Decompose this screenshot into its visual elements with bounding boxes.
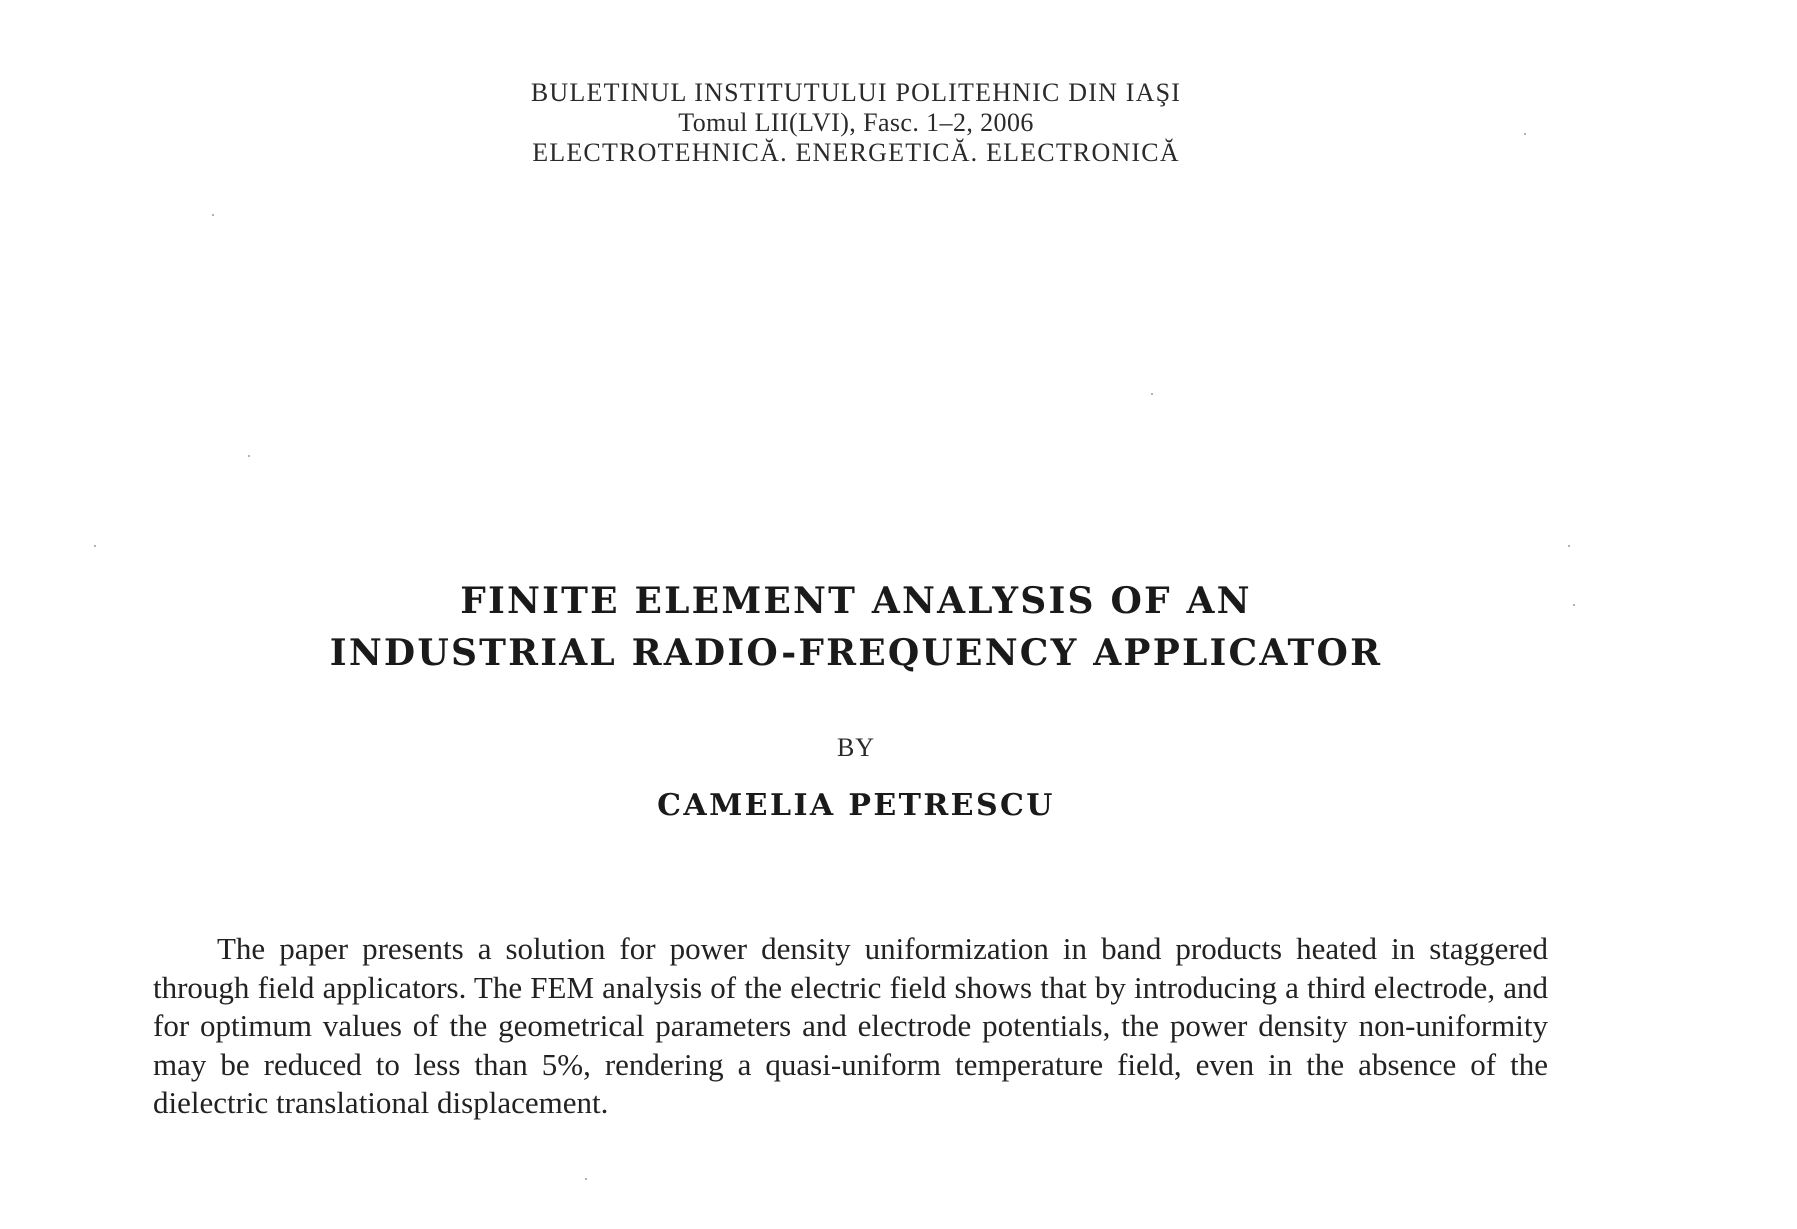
byline: BY: [836, 733, 876, 762]
scan-speck: [248, 455, 250, 457]
journal-header: [0, 78, 1712, 168]
journal-section: ELECTROTEHNICĂ. ENERGETICĂ. ELECTRONICĂ: [532, 138, 1180, 167]
scan-speck: [1524, 133, 1526, 135]
scan-speck: [1573, 604, 1575, 606]
journal-name: BULETINUL INSTITUTULUI POLITEHNIC DIN IAŞI: [530, 78, 1182, 107]
scan-speck: [1151, 393, 1153, 395]
paper-title-line-1: FINITE ELEMENT ANALYSIS OF AN: [460, 580, 1252, 622]
paper-title-line-2: INDUSTRIAL RADIO-FREQUENCY APPLICATOR: [329, 632, 1383, 674]
paper-title: [0, 575, 1712, 679]
scan-speck: [212, 214, 214, 216]
scan-speck: [585, 1178, 587, 1180]
scan-speck: [1568, 545, 1570, 547]
author-name: CAMELIA PETRESCU: [657, 788, 1055, 823]
abstract-text: The paper presents a solution for power density uniformization in band products heated in staggered through field applicators. The FEM analysis of the electric field shows that by introducing a third electrode, and for optimum values of the geometrical parameters and electrode potentials, the power density non-uniformity may be reduced to less than 5%, rendering a quasi-uniform temperature field, even in the absence of the dielectric translational displacement.: [153, 931, 1548, 1120]
journal-issue: Tomul LII(LVI), Fasc. 1–2, 2006: [678, 108, 1034, 137]
scan-speck: [94, 545, 96, 547]
abstract: [153, 930, 1548, 1123]
